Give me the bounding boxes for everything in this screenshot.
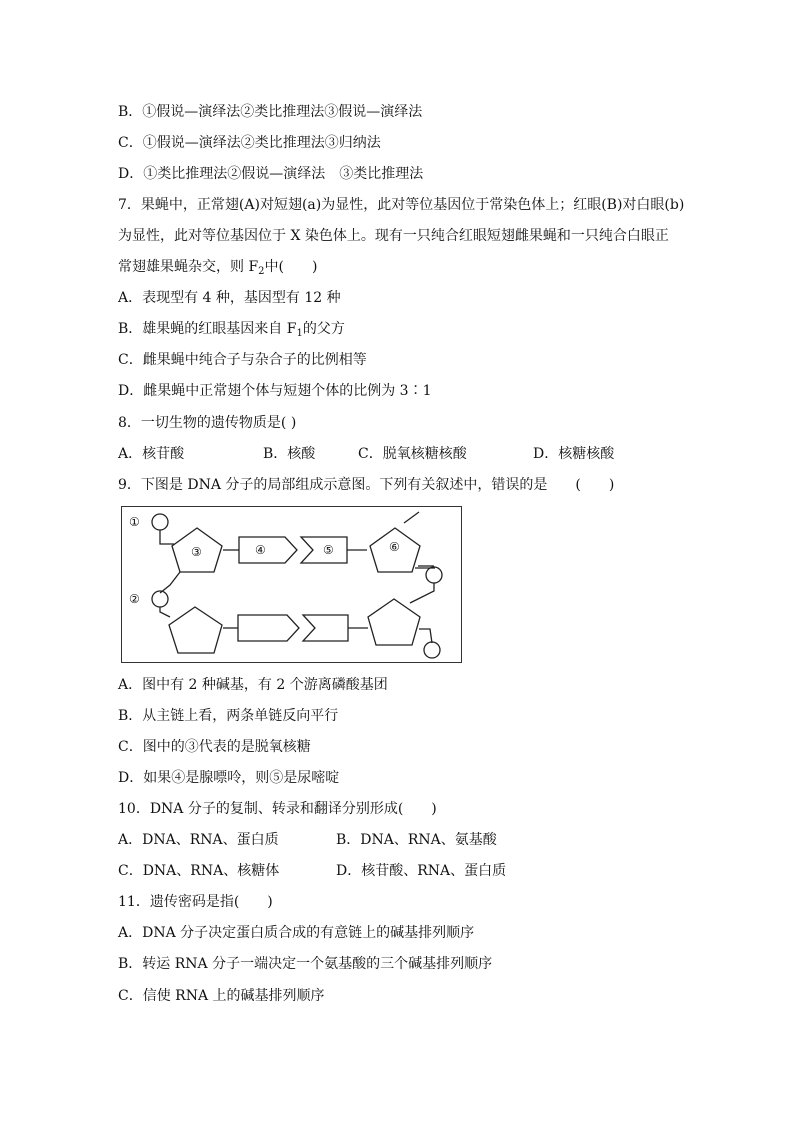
bottom-right-sugar-pentagon xyxy=(368,599,420,645)
label-6: ⑥ xyxy=(389,540,400,554)
q8-options-row xyxy=(118,444,678,464)
q6-option-d: D．①类比推理法②假说—演绎法 ③类比推理法 xyxy=(118,166,424,182)
q7-option-b: B．雄果蝇的红眼基因来自 $F_1$的父方 xyxy=(118,321,345,339)
bottom-base-2-shape xyxy=(303,615,348,641)
q10-option-c: C．DNA、RNA、核糖体 xyxy=(118,863,280,879)
top-phosphate-bond xyxy=(160,530,174,544)
q6-option-c: C．①假说—演绎法②类比推理法③归纳法 xyxy=(118,135,381,151)
q6-option-b: B．①假说—演绎法②类比推理法③假说—演绎法 xyxy=(118,104,423,120)
q10-options-row-2 xyxy=(118,861,678,881)
q10-option-a: A．DNA、RNA、蛋白质 xyxy=(118,832,279,848)
top-right-tail xyxy=(404,512,419,523)
q9-option-b: B．从主链上看，两条单链反向平行 xyxy=(118,708,339,724)
q10-options-row-1 xyxy=(118,830,678,850)
top-phosphate-circle xyxy=(152,514,168,530)
q8-option-d: D．核糖核酸 xyxy=(533,446,615,462)
q9-stem: 9．下图是 DNA 分子的局部组成示意图。下列有关叙述中，错误的是 ( ) xyxy=(118,477,615,493)
q7-option-c: C．雌果蝇中纯合子与杂合子的比例相等 xyxy=(118,352,367,368)
q8-stem: 8．一切生物的遗传物质是( ) xyxy=(118,415,297,431)
q7-stem-line-2: 为显性，此对等位基因位于 X 染色体上。现有一只纯合红眼短翅雌果蝇和一只纯合白眼正 xyxy=(118,228,669,244)
bottom-base-1-shape xyxy=(238,615,299,641)
q7-stem-line-3: 常翅雄果蝇杂交，则 $F_2$中( ) xyxy=(118,259,318,277)
q8-option-b: B．核酸 xyxy=(263,446,316,462)
label-3: ③ xyxy=(191,545,202,559)
base-4-shape xyxy=(239,537,297,563)
q10-stem: 10．DNA 分子的复制、转录和翻译分别形成( ) xyxy=(118,801,437,817)
q8-option-a: A．核苷酸 xyxy=(118,446,185,462)
q7-option-d: D．雌果蝇中正常翅个体与短翅个体的比例为 3∶1 xyxy=(118,383,432,399)
bottom-right-phosphate-circle xyxy=(424,642,440,658)
q9-option-d: D．如果④是腺嘌呤，则⑤是尿嘧啶 xyxy=(118,770,340,786)
bottom-left-bond xyxy=(160,607,170,617)
q7-option-a: A．表现型有 4 种，基因型有 12 种 xyxy=(118,290,341,306)
q10-option-b: B．DNA、RNA、氨基酸 xyxy=(336,832,497,848)
dna-diagram xyxy=(122,507,463,664)
left-backbone-bond xyxy=(160,572,180,593)
label-5: ⑤ xyxy=(323,543,334,557)
q11-option-b: B．转运 RNA 分子一端决定一个氨基酸的三个碱基排列顺序 xyxy=(118,956,493,972)
q7-stem-line-1: 7．果蝇中，正常翅(A)对短翅(a)为显性，此对等位基因位于常染色体上；红眼(B)对白眼(b) xyxy=(118,197,685,213)
label-2: ② xyxy=(129,592,140,606)
q11-stem: 11．遗传密码是指( ) xyxy=(118,894,273,910)
q9-option-c: C．图中的③代表的是脱氧核糖 xyxy=(118,739,311,755)
dna-structure-figure xyxy=(121,506,462,663)
q11-option-a: A．DNA 分子决定蛋白质合成的有意链上的碱基排列顺序 xyxy=(118,925,475,941)
label-1: ① xyxy=(129,515,140,529)
right-backbone-bond xyxy=(410,583,434,603)
bottom-right-tail xyxy=(419,629,432,643)
label-4: ④ xyxy=(255,543,266,557)
q11-option-c: C．信使 RNA 上的碱基排列顺序 xyxy=(118,988,325,1004)
q10-option-d: D．核苷酸、RNA、蛋白质 xyxy=(336,863,507,879)
middle-phosphate-circle xyxy=(152,591,168,607)
right-phosphate-circle xyxy=(426,567,442,583)
q9-option-a: A．图中有 2 种碱基，有 2 个游离磷酸基团 xyxy=(118,677,388,693)
q8-option-c: C．脱氧核糖核酸 xyxy=(358,446,467,462)
bottom-left-sugar-pentagon xyxy=(169,607,222,653)
